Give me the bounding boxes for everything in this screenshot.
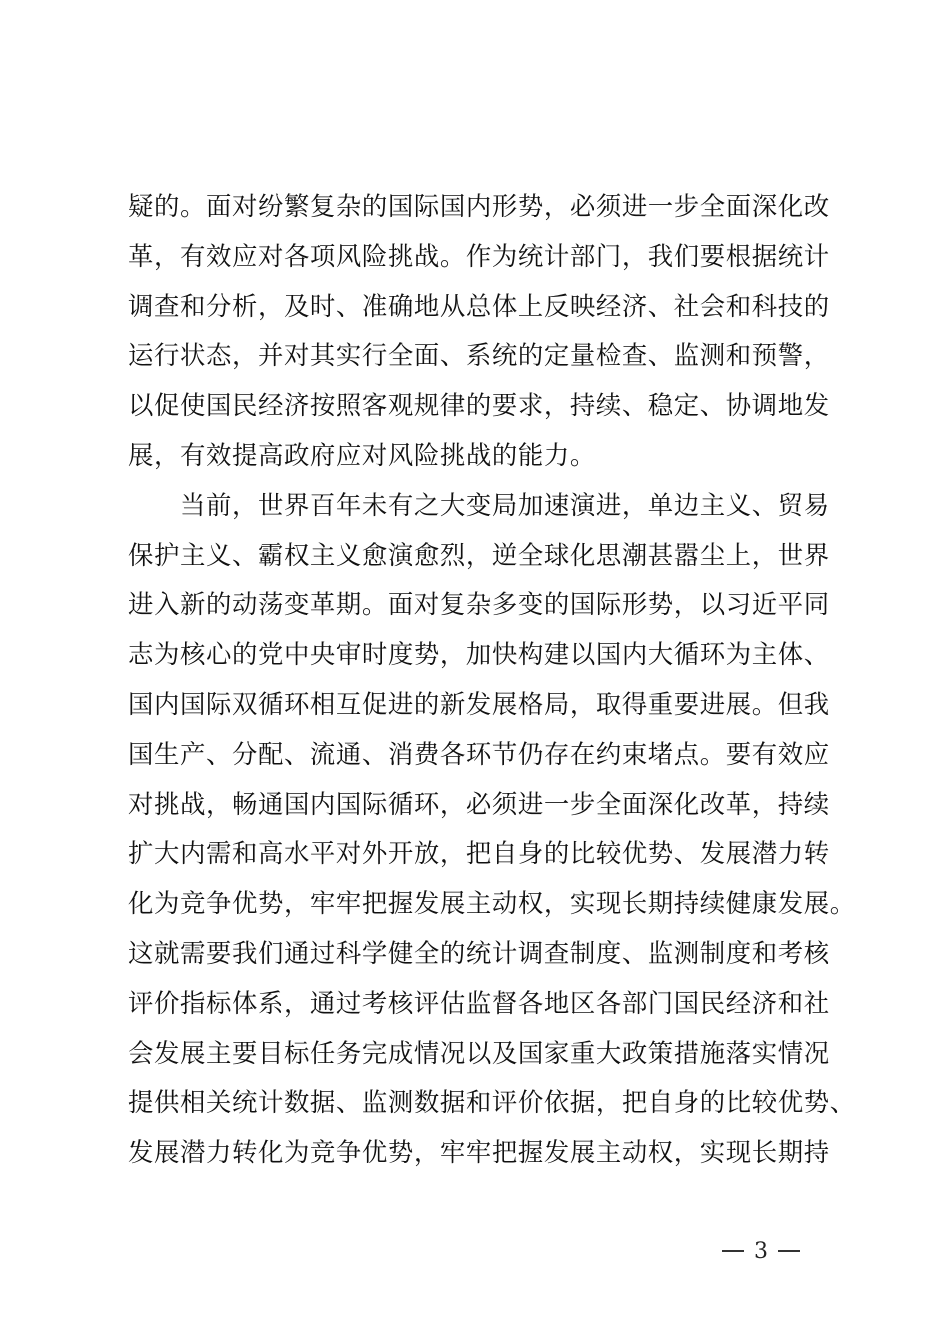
text-line: 扩大内需和高水平对外开放，把自身的比较优势、发展潜力转: [128, 838, 830, 869]
text-line: 调查和分析，及时、准确地从总体上反映经济、社会和科技的: [128, 290, 830, 321]
dash-left: [722, 1250, 744, 1252]
text-line: 进入新的动荡变革期。面对复杂多变的国际形势，以习近平同: [128, 589, 830, 620]
dash-right: [778, 1250, 800, 1252]
text-line: 国生产、分配、流通、消费各环节仍存在约束堵点。要有效应: [128, 738, 830, 769]
page-number: [722, 1236, 800, 1266]
text-line: 革，有效应对各项风险挑战。作为统计部门，我们要根据统计: [128, 240, 830, 271]
body-text: [128, 182, 856, 1178]
text-line: 会发展主要目标任务完成情况以及国家重大政策措施落实情况: [128, 1037, 830, 1068]
text-line: 国内国际双循环相互促进的新发展格局，取得重要进展。但我: [128, 688, 830, 719]
text-line: 当前，世界百年未有之大变局加速演进，单边主义、贸易: [128, 489, 830, 520]
text-line: 志为核心的党中央审时度势，加快构建以国内大循环为主体、: [128, 639, 830, 670]
text-line: 以促使国民经济按照客观规律的要求，持续、稳定、协调地发: [128, 390, 830, 421]
text-line: 评价指标体系，通过考核评估监督各地区各部门国民经济和社: [128, 987, 830, 1018]
text-line: 对挑战，畅通国内国际循环，必须进一步全面深化改革，持续: [128, 788, 830, 819]
text-line: 化为竞争优势，牢牢把握发展主动权，实现长期持续健康发展。: [128, 888, 856, 919]
text-line: 这就需要我们通过科学健全的统计调查制度、监测制度和考核: [128, 937, 830, 968]
text-line: 疑的。面对纷繁复杂的国际国内形势，必须进一步全面深化改: [128, 191, 830, 221]
text-line: 发展潜力转化为竞争优势，牢牢把握发展主动权，实现长期持: [128, 1137, 830, 1168]
page-number-value: 3: [754, 1238, 768, 1264]
text-line: 提供相关统计数据、监测数据和评价依据，把自身的比较优势、: [128, 1087, 856, 1118]
text-line: 运行状态，并对其实行全面、系统的定量检查、监测和预警，: [128, 340, 830, 371]
text-line: 展，有效提高政府应对风险挑战的能力。: [128, 439, 596, 470]
text-line: 保护主义、霸权主义愈演愈烈，逆全球化思潮甚嚣尘上，世界: [128, 539, 830, 570]
